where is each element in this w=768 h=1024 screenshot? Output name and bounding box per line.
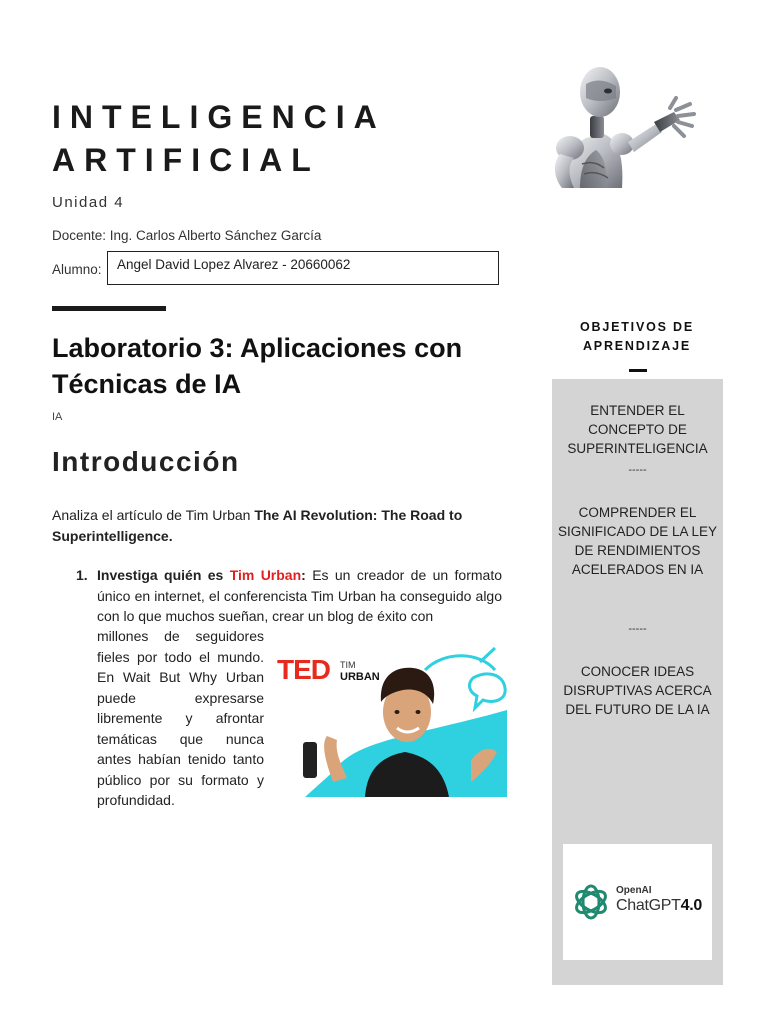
intro-paragraph [52, 505, 502, 547]
subject-label: IA [52, 411, 63, 423]
ted-logo: TED [277, 654, 330, 685]
lab-title: Laboratorio 3: Aplicaciones con Técnicas de IA [52, 333, 463, 399]
list-item-text-top: Es un creador de un formato único en internet, el conferencista Tim Urban ha conseguido algo con lo que muchos sueñan, crear un blog de éxito con [97, 567, 502, 624]
list-item-lead [97, 565, 502, 627]
openai-brand: OpenAI [616, 885, 652, 896]
objective-item: CONOCER IDEAS DISRUPTIVAS ACERCA DEL FUTURO DE LA IA [563, 664, 712, 717]
student-label: Alumno: [52, 262, 102, 277]
chatgpt-version: 4.0 [680, 897, 702, 914]
article-title: The AI Revolution: The Road to Superintelligence [52, 507, 463, 544]
chatgpt-product: ChatGPT [616, 897, 681, 914]
tim-urban-highlight: Tim Urban [229, 567, 302, 583]
list-item-text-rest: millones de seguidores fieles por todo el mundo. En Wait But Why Urban puede expresarse libremente y afrontar temáticas que nunca antes habían tenido tanto público por su formato y profundidad. [97, 628, 264, 808]
sidebar-heading-dash [629, 369, 647, 372]
chatgpt-logo-card [563, 844, 712, 960]
section-divider [52, 306, 166, 311]
list-item-colon: : [301, 567, 306, 583]
intro-heading: Introducción [52, 446, 240, 477]
openai-logo-icon [571, 882, 611, 922]
title-line-2: ARTIFICIAL [52, 142, 320, 178]
title-line-1: INTELIGENCIA [52, 99, 386, 135]
ted-caption-line2: URBAN [340, 671, 380, 683]
unit-label: Unidad 4 [52, 194, 125, 211]
objective-item: COMPRENDER EL SIGNIFICADO DE LA LEY DE RENDIMIENTOS ACELERADOS EN IA [557, 505, 718, 577]
intro-text-suffix: . [168, 528, 173, 544]
ted-caption-line1: TIM [340, 660, 356, 670]
document-title [52, 96, 386, 182]
list-item-bold-lead: Investiga quién es [97, 567, 230, 583]
list-number: 1. [76, 567, 88, 583]
chatgpt-product-name [616, 897, 702, 915]
robot-image [504, 64, 712, 188]
objective-item: ENTENDER EL CONCEPTO DE SUPERINTELIGENCIA [567, 403, 708, 456]
objective-separator: ----- [628, 464, 647, 476]
objective-separator: ----- [628, 623, 647, 635]
ted-tim-urban-image [275, 640, 507, 797]
intro-text-prefix: Analiza el artículo de Tim Urban [52, 507, 255, 523]
sidebar-heading: OBJETIVOS DE APRENDIZAJE [580, 320, 694, 353]
student-name-field[interactable]: Angel David Lopez Alvarez - 20660062 [107, 251, 499, 285]
teacher-label: Docente: Ing. Carlos Alberto Sánchez García [52, 228, 322, 243]
